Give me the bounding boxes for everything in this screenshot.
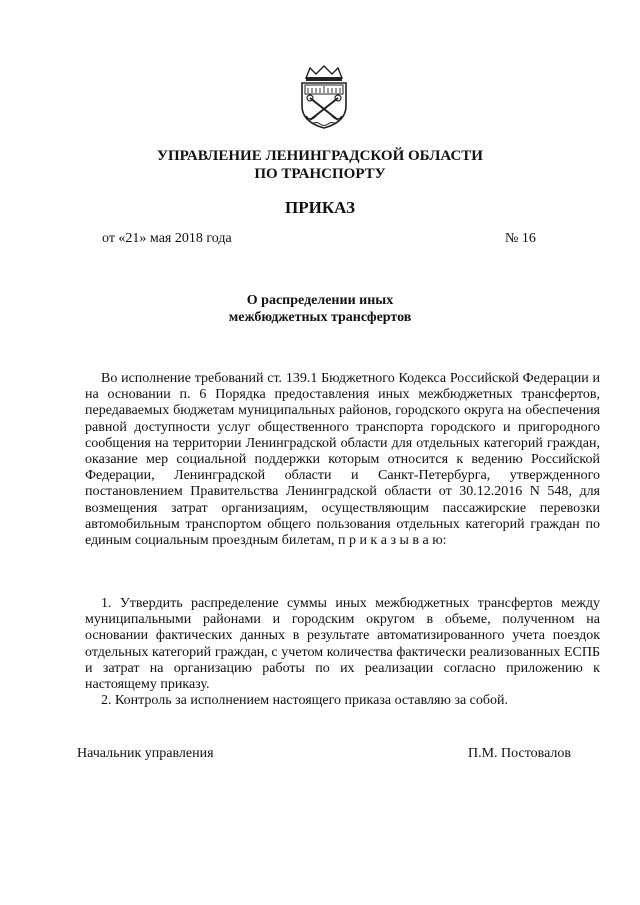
preamble-paragraph: Во исполнение требований ст. 139.1 Бюджетного Кодекса Российской Федерации и на основании п. 6 Порядка предоставления иных межбюджетных трансфертов, передаваемых бюджетам муниципальных районов, городского округа на обеспечения равной доступности услуг общественного транспорта городского и пригородного сообщения на территории Ленинградской области для отдельных категорий граждан, оказание мер социальной поддержки которым относится к ведению Российской Федерации, Ленинградской области и Санкт-Петербурга, утвержденного постановлением Правительства Ленинградской области от 30.12.2016 N 548, для возмещения затрат организациям, осуществляющим пассажирские перевозки автомобильным транспортом общего пользования отдельных категорий граждан по единым социальным проездным билетам, п р и к а з ы в а ю: <box>85 371 600 549</box>
signatory-name: П.М. Постовалов <box>468 746 572 761</box>
subject-line-2: межбюджетных трансфертов <box>228 310 412 325</box>
order-item-1: 1. Утвердить распределение суммы иных межбюджетных трансфертов между муниципальными районами и городским округом в объеме, полученном на основании фактических данных в результате автоматизированного учета поездок отдельных категорий граждан, с учетом количества фактически реализованных ЕСПБ и затрат на организацию работы по их реализации согласно приложению к настоящему приказу. <box>85 596 600 693</box>
order-date: от «21» мая 2018 года <box>102 231 232 246</box>
organization-name <box>0 147 640 183</box>
org-line-1: УПРАВЛЕНИЕ ЛЕНИНГРАДСКОЙ ОБЛАСТИ <box>157 148 483 164</box>
order-item-2: 2. Контроль за исполнением настоящего приказа оставляю за собой. <box>101 693 509 708</box>
subject-line-1: О распределении иных <box>246 293 394 308</box>
document-type: ПРИКАЗ <box>285 198 355 217</box>
org-line-2: ПО ТРАНСПОРТУ <box>254 166 386 182</box>
signatory-title: Начальник управления <box>77 746 214 761</box>
order-subject <box>0 292 640 326</box>
order-number: № 16 <box>505 231 536 246</box>
coat-of-arms-icon <box>298 64 350 130</box>
